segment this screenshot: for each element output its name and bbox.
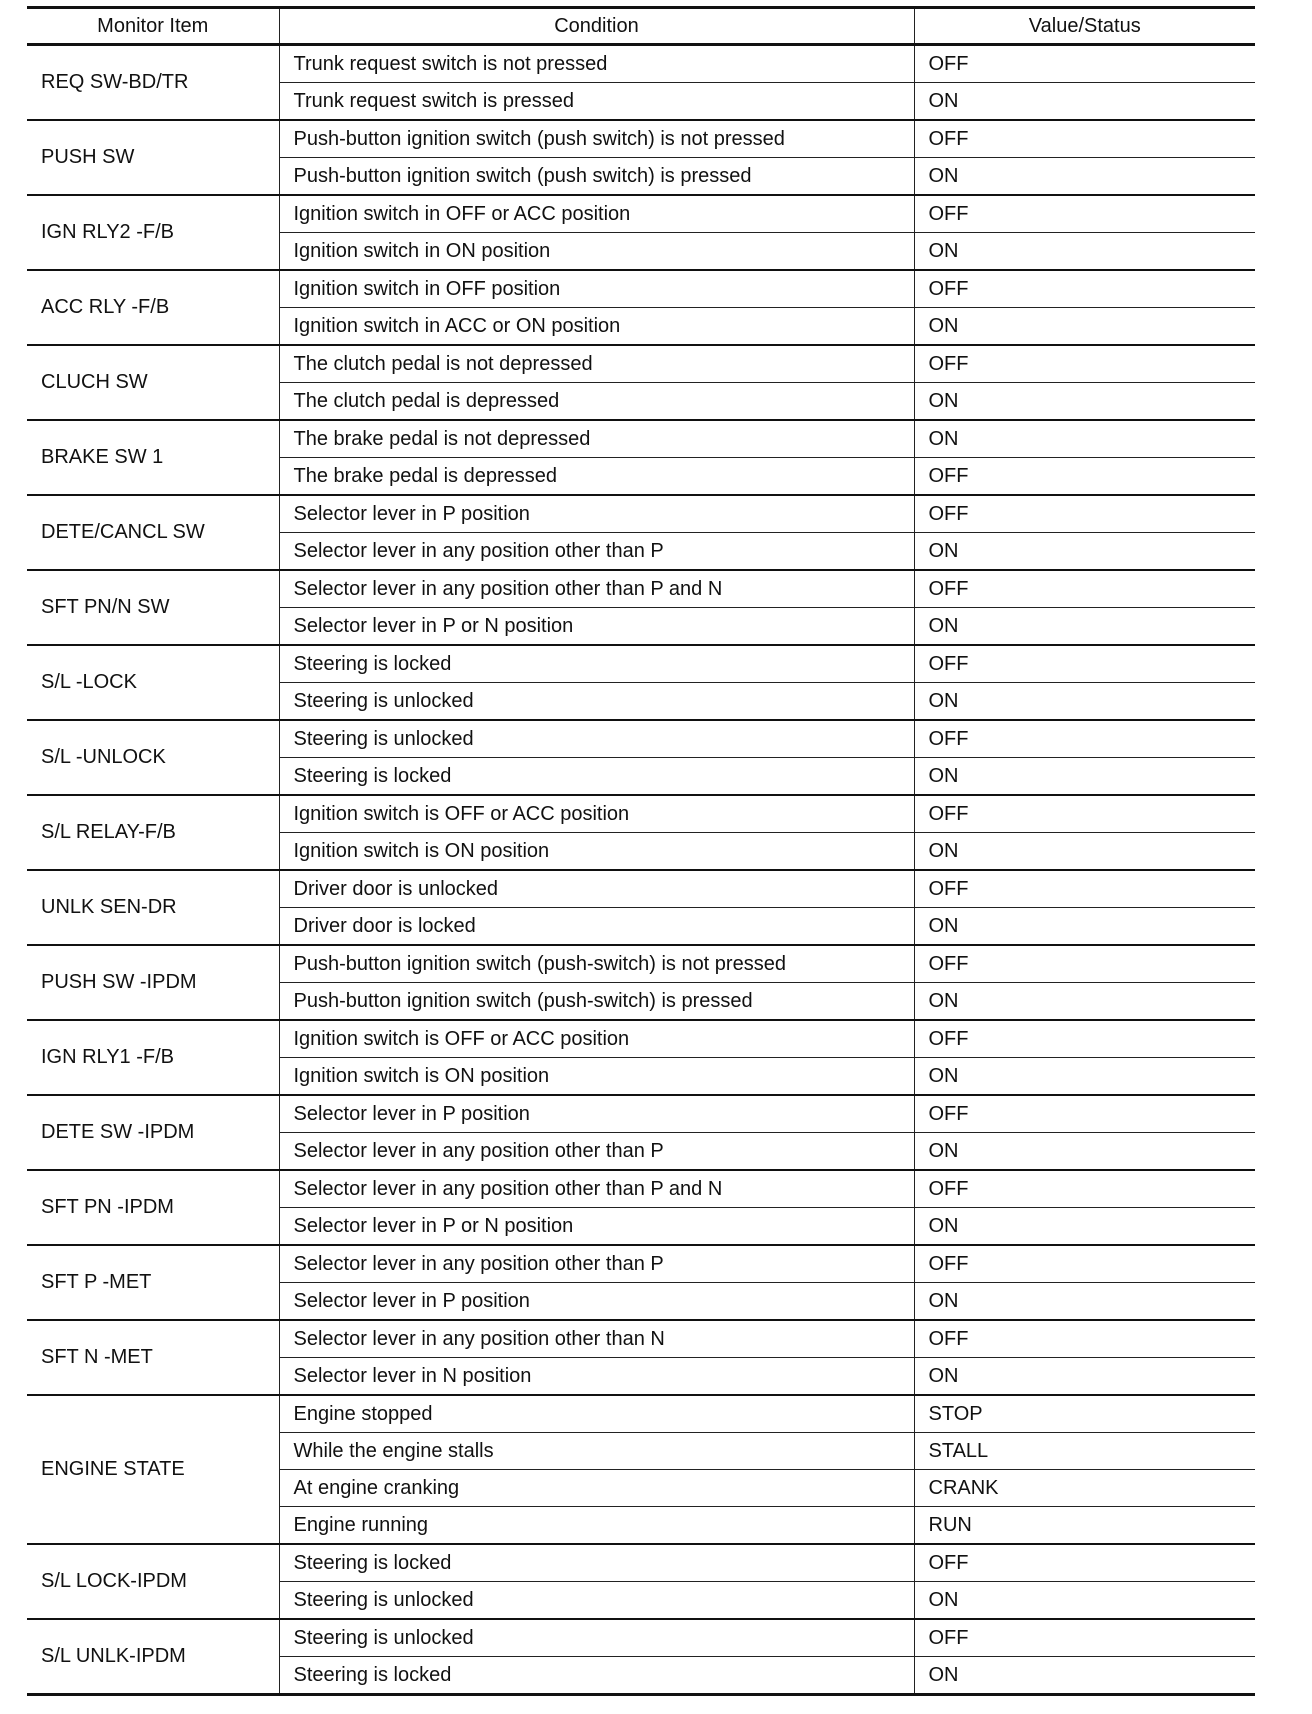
value-status-cell: ON (914, 833, 1255, 871)
table-row (27, 870, 1255, 908)
monitor-item-cell: ACC RLY -F/B (27, 270, 279, 345)
table-row (27, 1020, 1255, 1058)
monitor-item-cell: UNLK SEN-DR (27, 870, 279, 945)
value-status-cell: OFF (914, 870, 1255, 908)
value-status-cell: OFF (914, 1020, 1255, 1058)
condition-cell: Steering is locked (279, 645, 914, 683)
value-status-cell: STOP (914, 1395, 1255, 1433)
value-status-cell: OFF (914, 945, 1255, 983)
table-row (27, 795, 1255, 833)
monitor-item-cell: S/L RELAY-F/B (27, 795, 279, 870)
condition-cell: The clutch pedal is not depressed (279, 345, 914, 383)
condition-cell: Trunk request switch is not pressed (279, 45, 914, 83)
condition-cell: Push-button ignition switch (push switch) is not pressed (279, 120, 914, 158)
value-status-cell: ON (914, 533, 1255, 571)
monitor-item-table (27, 6, 1255, 1696)
monitor-item-cell: DETE SW -IPDM (27, 1095, 279, 1170)
value-status-cell: ON (914, 158, 1255, 196)
condition-cell: Driver door is unlocked (279, 870, 914, 908)
table-row (27, 345, 1255, 383)
condition-cell: Engine stopped (279, 1395, 914, 1433)
condition-cell: Ignition switch in OFF position (279, 270, 914, 308)
condition-cell: Selector lever in P position (279, 1095, 914, 1133)
condition-cell: Ignition switch in ACC or ON position (279, 308, 914, 346)
value-status-cell: OFF (914, 1170, 1255, 1208)
condition-cell: Ignition switch in OFF or ACC position (279, 195, 914, 233)
table-row (27, 1619, 1255, 1657)
condition-cell: Steering is locked (279, 1544, 914, 1582)
value-status-cell: ON (914, 1358, 1255, 1396)
condition-cell: Ignition switch is ON position (279, 833, 914, 871)
value-status-cell: ON (914, 383, 1255, 421)
monitor-item-cell: SFT N -MET (27, 1320, 279, 1395)
monitor-item-cell: IGN RLY2 -F/B (27, 195, 279, 270)
value-status-cell: ON (914, 758, 1255, 796)
table-row (27, 270, 1255, 308)
condition-cell: Ignition switch is ON position (279, 1058, 914, 1096)
value-status-cell: OFF (914, 1320, 1255, 1358)
condition-cell: Steering is locked (279, 758, 914, 796)
value-status-cell: OFF (914, 195, 1255, 233)
header-value-status: Value/Status (914, 8, 1255, 45)
value-status-cell: OFF (914, 45, 1255, 83)
header-row (27, 8, 1255, 45)
value-status-cell: ON (914, 1208, 1255, 1246)
value-status-cell: OFF (914, 270, 1255, 308)
monitor-item-cell: S/L LOCK-IPDM (27, 1544, 279, 1619)
value-status-cell: ON (914, 1657, 1255, 1695)
value-status-cell: ON (914, 420, 1255, 458)
monitor-item-cell: ENGINE STATE (27, 1395, 279, 1544)
table-row (27, 645, 1255, 683)
value-status-cell: OFF (914, 345, 1255, 383)
value-status-cell: CRANK (914, 1470, 1255, 1507)
monitor-item-cell: SFT P -MET (27, 1245, 279, 1320)
table-header (27, 8, 1255, 45)
table-row (27, 945, 1255, 983)
value-status-cell: OFF (914, 120, 1255, 158)
monitor-item-cell: SFT PN -IPDM (27, 1170, 279, 1245)
value-status-cell: ON (914, 1283, 1255, 1321)
condition-cell: Engine running (279, 1507, 914, 1545)
value-status-cell: OFF (914, 570, 1255, 608)
table-row (27, 1320, 1255, 1358)
condition-cell: Steering is unlocked (279, 683, 914, 721)
value-status-cell: STALL (914, 1433, 1255, 1470)
condition-cell: Push-button ignition switch (push-switch) is not pressed (279, 945, 914, 983)
value-status-cell: RUN (914, 1507, 1255, 1545)
condition-cell: Selector lever in any position other than P (279, 533, 914, 571)
value-status-cell: ON (914, 1133, 1255, 1171)
condition-cell: Ignition switch in ON position (279, 233, 914, 271)
table-row (27, 1245, 1255, 1283)
monitor-item-cell: CLUCH SW (27, 345, 279, 420)
condition-cell: Ignition switch is OFF or ACC position (279, 795, 914, 833)
monitor-item-cell: DETE/CANCL SW (27, 495, 279, 570)
table-row (27, 1095, 1255, 1133)
monitor-item-cell: REQ SW-BD/TR (41, 71, 189, 93)
table-row (27, 120, 1255, 158)
table-row (27, 720, 1255, 758)
value-status-cell: OFF (914, 495, 1255, 533)
monitor-item-cell: SFT PN/N SW (27, 570, 279, 645)
monitor-item-cell: S/L UNLK-IPDM (27, 1619, 279, 1695)
table-row (27, 570, 1255, 608)
monitor-item-cell: S/L -UNLOCK (27, 720, 279, 795)
table-row (27, 45, 1255, 83)
condition-cell: Selector lever in any position other than P and N (279, 1170, 914, 1208)
value-status-cell: OFF (914, 795, 1255, 833)
condition-cell: Ignition switch is OFF or ACC position (279, 1020, 914, 1058)
table-row (27, 1170, 1255, 1208)
header-monitor-item: Monitor Item (27, 8, 279, 45)
monitor-item-cell: BRAKE SW 1 (27, 420, 279, 495)
table-row (27, 420, 1255, 458)
condition-cell: Steering is unlocked (279, 720, 914, 758)
value-status-cell: ON (914, 683, 1255, 721)
value-status-cell: OFF (914, 1619, 1255, 1657)
condition-cell: Selector lever in P position (279, 1283, 914, 1321)
condition-cell: Selector lever in any position other than P (279, 1245, 914, 1283)
condition-cell: Push-button ignition switch (push-switch) is pressed (279, 983, 914, 1021)
value-status-cell: OFF (914, 458, 1255, 496)
table-row (27, 195, 1255, 233)
condition-cell: Steering is unlocked (279, 1582, 914, 1620)
condition-cell: The brake pedal is not depressed (279, 420, 914, 458)
value-status-cell: OFF (914, 1245, 1255, 1283)
value-status-cell: ON (914, 608, 1255, 646)
condition-cell: Push-button ignition switch (push switch) is pressed (279, 158, 914, 196)
table-row (27, 1395, 1255, 1433)
value-status-cell: OFF (914, 1095, 1255, 1133)
condition-cell: Selector lever in N position (279, 1358, 914, 1396)
condition-cell: At engine cranking (279, 1470, 914, 1507)
value-status-cell: OFF (914, 645, 1255, 683)
monitor-item-cell: IGN RLY1 -F/B (27, 1020, 279, 1095)
value-status-cell: ON (914, 1058, 1255, 1096)
condition-cell: Selector lever in P or N position (279, 1208, 914, 1246)
condition-cell: Selector lever in any position other than N (279, 1320, 914, 1358)
condition-cell: The clutch pedal is depressed (279, 383, 914, 421)
value-status-cell: ON (914, 908, 1255, 946)
condition-cell: The brake pedal is depressed (279, 458, 914, 496)
condition-cell: Selector lever in any position other than P (279, 1133, 914, 1171)
condition-cell: While the engine stalls (279, 1433, 914, 1470)
monitor-table-container (27, 6, 1255, 1696)
condition-cell: Steering is unlocked (279, 1619, 914, 1657)
table-row (27, 1544, 1255, 1582)
header-condition: Condition (279, 8, 914, 45)
value-status-cell: ON (914, 1582, 1255, 1620)
condition-cell: Selector lever in any position other than P and N (279, 570, 914, 608)
monitor-item-cell: S/L -LOCK (27, 645, 279, 720)
value-status-cell: OFF (914, 720, 1255, 758)
condition-cell: Trunk request switch is pressed (279, 83, 914, 121)
condition-cell: Selector lever in P position (279, 495, 914, 533)
value-status-cell: OFF (914, 1544, 1255, 1582)
table-body (27, 45, 1255, 1695)
value-status-cell: ON (914, 308, 1255, 346)
condition-cell: Steering is locked (279, 1657, 914, 1695)
condition-cell: Driver door is locked (279, 908, 914, 946)
value-status-cell: ON (914, 83, 1255, 121)
monitor-item-cell: PUSH SW (27, 120, 279, 195)
value-status-cell: ON (914, 983, 1255, 1021)
table-row (27, 495, 1255, 533)
monitor-item-cell: PUSH SW -IPDM (27, 945, 279, 1020)
condition-cell: Selector lever in P or N position (279, 608, 914, 646)
value-status-cell: ON (914, 233, 1255, 271)
